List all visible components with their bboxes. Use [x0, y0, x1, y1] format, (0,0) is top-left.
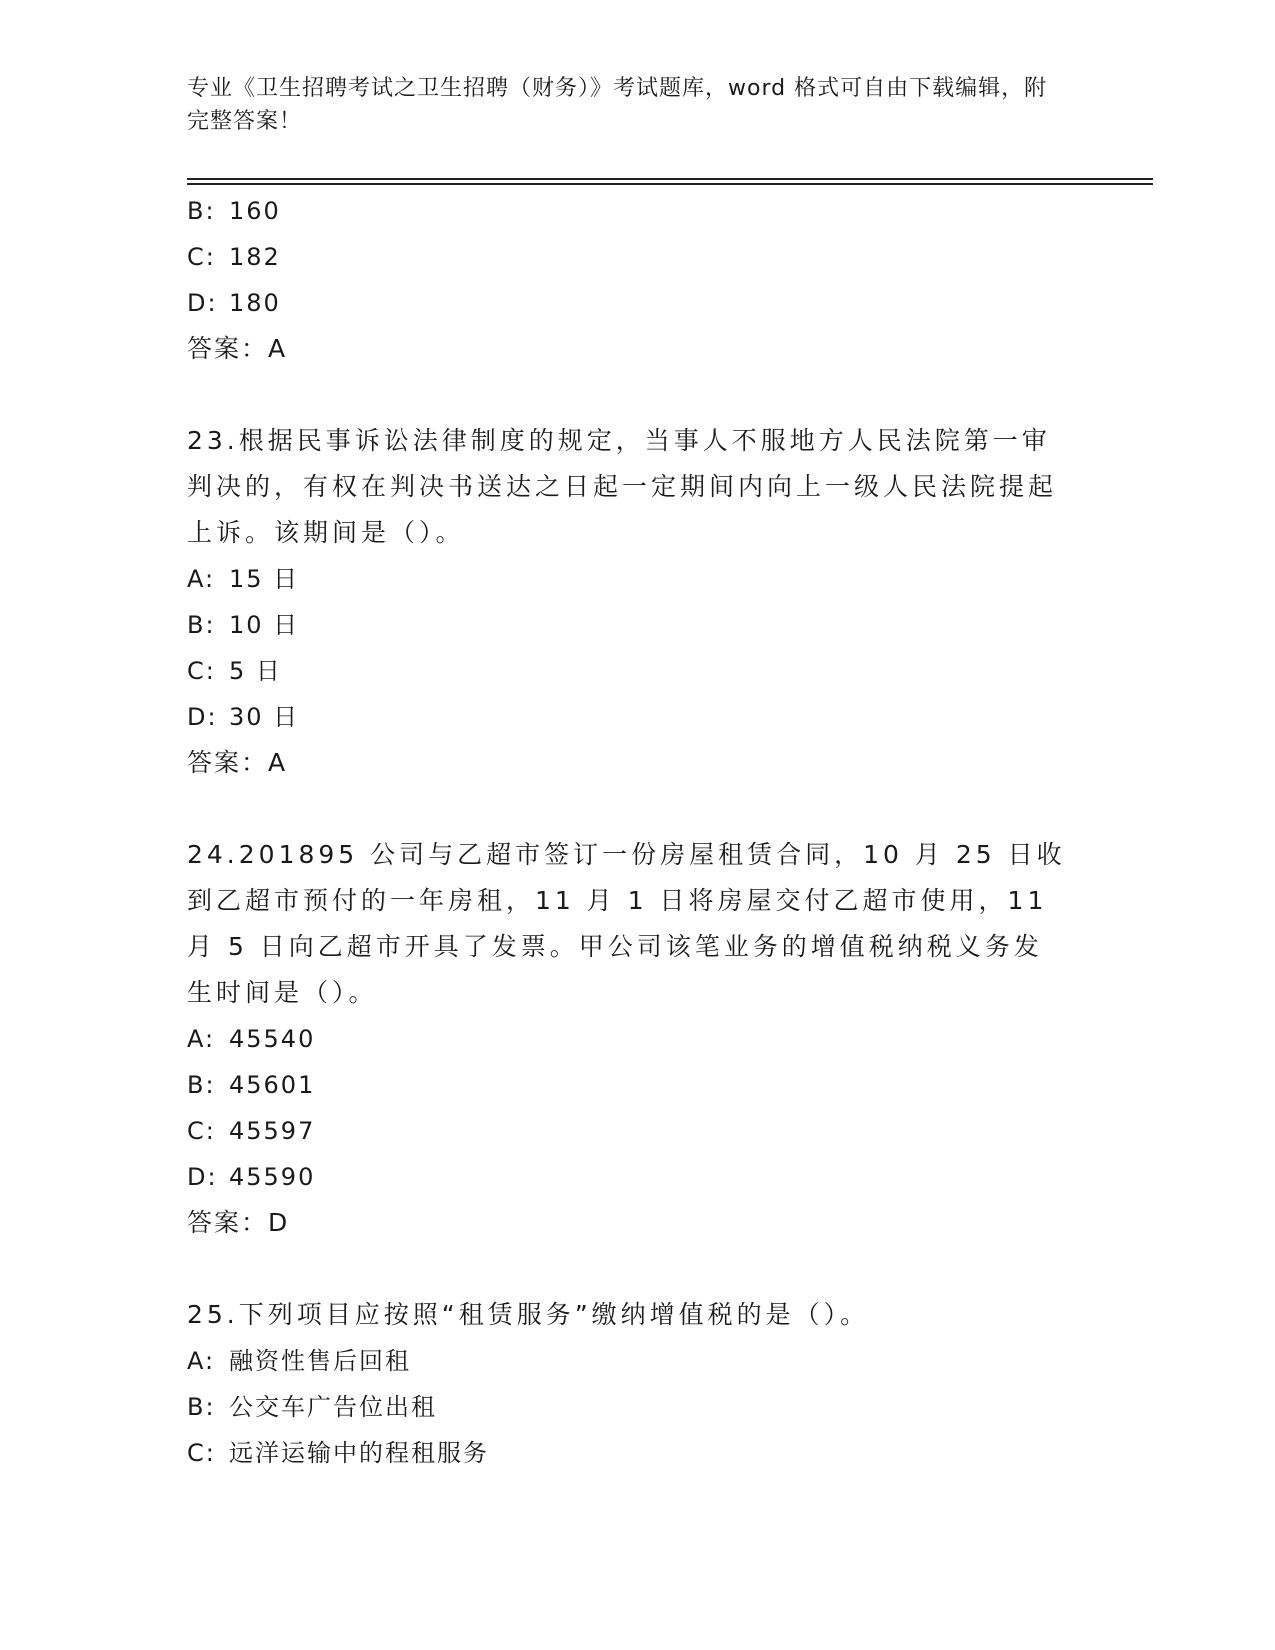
- header-rule-bottom: [187, 183, 1153, 185]
- question-stem: 24.201895 公司与乙超市签订一份房屋租赁合同，10 月 25 日收到乙超市预付的一年房租，11 月 1 日将房屋交付乙超市使用，11 月 5 日向乙超市开具了发票。甲公司该笔业务的增值税纳税义务发生时间是（）。: [187, 840, 1066, 1007]
- question-stem: 25.下列项目应按照“租赁服务”缴纳增值税的是（）。: [187, 1300, 870, 1329]
- header-rule-top: [187, 178, 1153, 180]
- header-title: 专业《卫生招聘考试之卫生招聘（财务）》考试题库，word 格式可自由下载编辑，附完整答案！: [187, 76, 1048, 134]
- spacer: [187, 372, 1087, 418]
- question-23: [187, 418, 1087, 786]
- question-22-tail: [187, 188, 1087, 372]
- option-b: B: 10 日: [187, 611, 300, 639]
- option-d: D: 45590: [187, 1163, 316, 1191]
- option-c: C: 182: [187, 243, 281, 271]
- spacer: [187, 786, 1087, 832]
- answer-line: 答案：A: [187, 748, 288, 777]
- option-c: C: 远洋运输中的程租服务: [187, 1439, 489, 1467]
- answer-line: 答案：D: [187, 1208, 290, 1237]
- question-24: [187, 832, 1087, 1246]
- option-a: A: 15 日: [187, 565, 300, 593]
- option-b: B: 45601: [187, 1071, 316, 1099]
- question-25: [187, 1292, 1087, 1476]
- option-c: C: 5 日: [187, 657, 282, 685]
- page-header: [187, 72, 1067, 138]
- option-d: D: 180: [187, 289, 281, 317]
- answer-line: 答案：A: [187, 334, 288, 363]
- question-stem: 23.根据民事诉讼法律制度的规定，当事人不服地方人民法院第一审判决的，有权在判决书送达之日起一定期间内向上一级人民法院提起上诉。该期间是（）。: [187, 426, 1058, 547]
- option-b: B: 160: [187, 197, 281, 225]
- spacer: [187, 1246, 1087, 1292]
- option-d: D: 30 日: [187, 703, 300, 731]
- question-list: [187, 188, 1087, 1476]
- option-a: A: 45540: [187, 1025, 316, 1053]
- option-b: B: 公交车广告位出租: [187, 1393, 437, 1421]
- option-a: A: 融资性售后回租: [187, 1347, 411, 1375]
- option-c: C: 45597: [187, 1117, 316, 1145]
